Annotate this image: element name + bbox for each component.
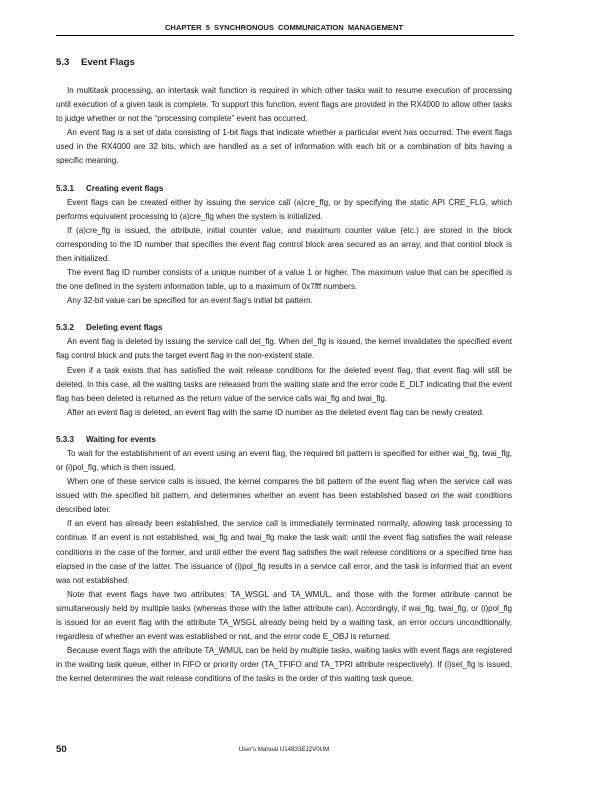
paragraph: To wait for the establishment of an event using an event flag, the required bit pattern is specified for either wai_flg, twai_flg, or (i)pol_flg, which is then issued. — [56, 448, 512, 472]
subsection-number: 5.3.3 — [56, 434, 75, 444]
page-number: 50 — [56, 744, 67, 755]
paragraph: An event flag is deleted by issuing the service call del_flg. When del_flg is issued, the kernel invalidates the specified event flag control block and puts the target event flag in the non-existent state. — [56, 337, 512, 361]
section-number: 5.3 — [56, 57, 70, 68]
subsection-title: Creating event flags — [86, 183, 164, 193]
subsection-heading — [56, 321, 512, 335]
paragraph: Any 32-bit value can be specified for an event flag's initial bit pattern. — [67, 296, 313, 306]
paragraph: Because event flags with the attribute TA_WMUL can be held by multiple tasks, waiting tasks with event flags are registered in the waiting task queue, either in FIFO or priority order (TA_TFIFO and TA_TPRI attribute respectively). If (i)set_flg is issued, the kernel determines the wait release conditions of the tasks in the order of this waiting task queue. — [56, 646, 512, 684]
section-heading — [56, 56, 512, 70]
subsection-title: Waiting for events — [86, 434, 156, 444]
subsection-title: Deleting event flags — [86, 323, 163, 333]
subsection-heading — [56, 182, 512, 196]
paragraph: Note that event flags have two attributes: TA_WSGL and TA_WMUL, and those with the former attribute cannot be simultaneously held by multiple tasks (whereas those with the latter attribute can). Accordingly, if wai_flg, twai_flg, or (i)pol_flg is issued for an event flag with the attribute TA_WSGL already being held by a waiting task, an error occurs unconditionally, regardless of whether an event was established or not, and the error code E_OBJ is returned. — [56, 589, 512, 642]
subsection-number: 5.3.2 — [56, 323, 75, 333]
chapter-header: CHAPTER 5 SYNCHRONOUS COMMUNICATION MANAGEMENT — [164, 23, 404, 32]
paragraph: Even if a task exists that has satisfied the wait release conditions for the deleted event flag, that event flag will still be deleted. In this case, all the waiting tasks are released from the waiting state and the error code E_DLT indicating that the event flag has been deleted is returned as the return value of the service calls wai_flg and twai_flg. — [56, 365, 512, 403]
paragraph: In multitask processing, an intertask wait function is required in which other tasks wait to resume execution of processing until execution of a given task is complete. To support this function, event flags are provided in the RX4000 to allow other tasks to judge whether or not the “processing complete” event has occurred. — [56, 86, 512, 124]
subsection-creating — [56, 182, 512, 309]
paragraph: If (a)cre_flg is issued, the attribute, initial counter value, and maximum counter value (etc.) are stored in the block corresponding to the ID number that specifies the event flag control block area secured as an array, and that control block is then initialized. — [56, 225, 512, 263]
paragraph: Event flags can be created either by issuing the service call (a)cre_flg, or by specifying the static API CRE_FLG, which performs equivalent processing to (a)cre_flg when the system is initialized. — [56, 197, 512, 221]
paragraph: When one of these service calls is issued, the kernel compares the bit pattern of the event flag when the service call was issued with the specified bit pattern, and determines whether an event has been established based on the wait conditions described later. — [56, 477, 512, 515]
page-body — [56, 56, 512, 686]
subsection-deleting — [56, 321, 512, 420]
header-rule — [56, 35, 514, 36]
subsection-number: 5.3.1 — [56, 183, 75, 193]
paragraph: If an event has already been established, the service call is immediately terminated normally, allowing task processing to continue. If an event is not established, wai_flg and twai_flg make the task wait: until the event flag satisfies the wait release conditions in the case of the former, and until either the event flag satisfies the wait release conditions or a specified time has elapsed in the case of the latter. The issuance of (i)pol_flg results in a service call error, and the task is informed that an event was not established. — [56, 519, 512, 585]
manual-id: User's Manual U14833EJ2V0UM — [238, 746, 330, 753]
subsection-heading — [56, 433, 512, 447]
subsection-waiting — [56, 433, 512, 687]
paragraph: An event flag is a set of data consisting of 1-bit flags that indicate whether a particular event has occurred. The event flags used in the RX4000 are 32 bits, which are handled as a set of information with each bit or a combination of bits having a specific meaning. — [56, 128, 512, 166]
paragraph: The event flag ID number consists of a unique number of a value 1 or higher. The maximum value that can be specified is the one defined in the system information table, up to a maximum of 0x7fff numbers. — [56, 268, 512, 292]
section-title: Event Flags — [81, 57, 135, 68]
paragraph: After an event flag is deleted, an event flag with the same ID number as the deleted event flag can be newly created. — [67, 407, 485, 417]
